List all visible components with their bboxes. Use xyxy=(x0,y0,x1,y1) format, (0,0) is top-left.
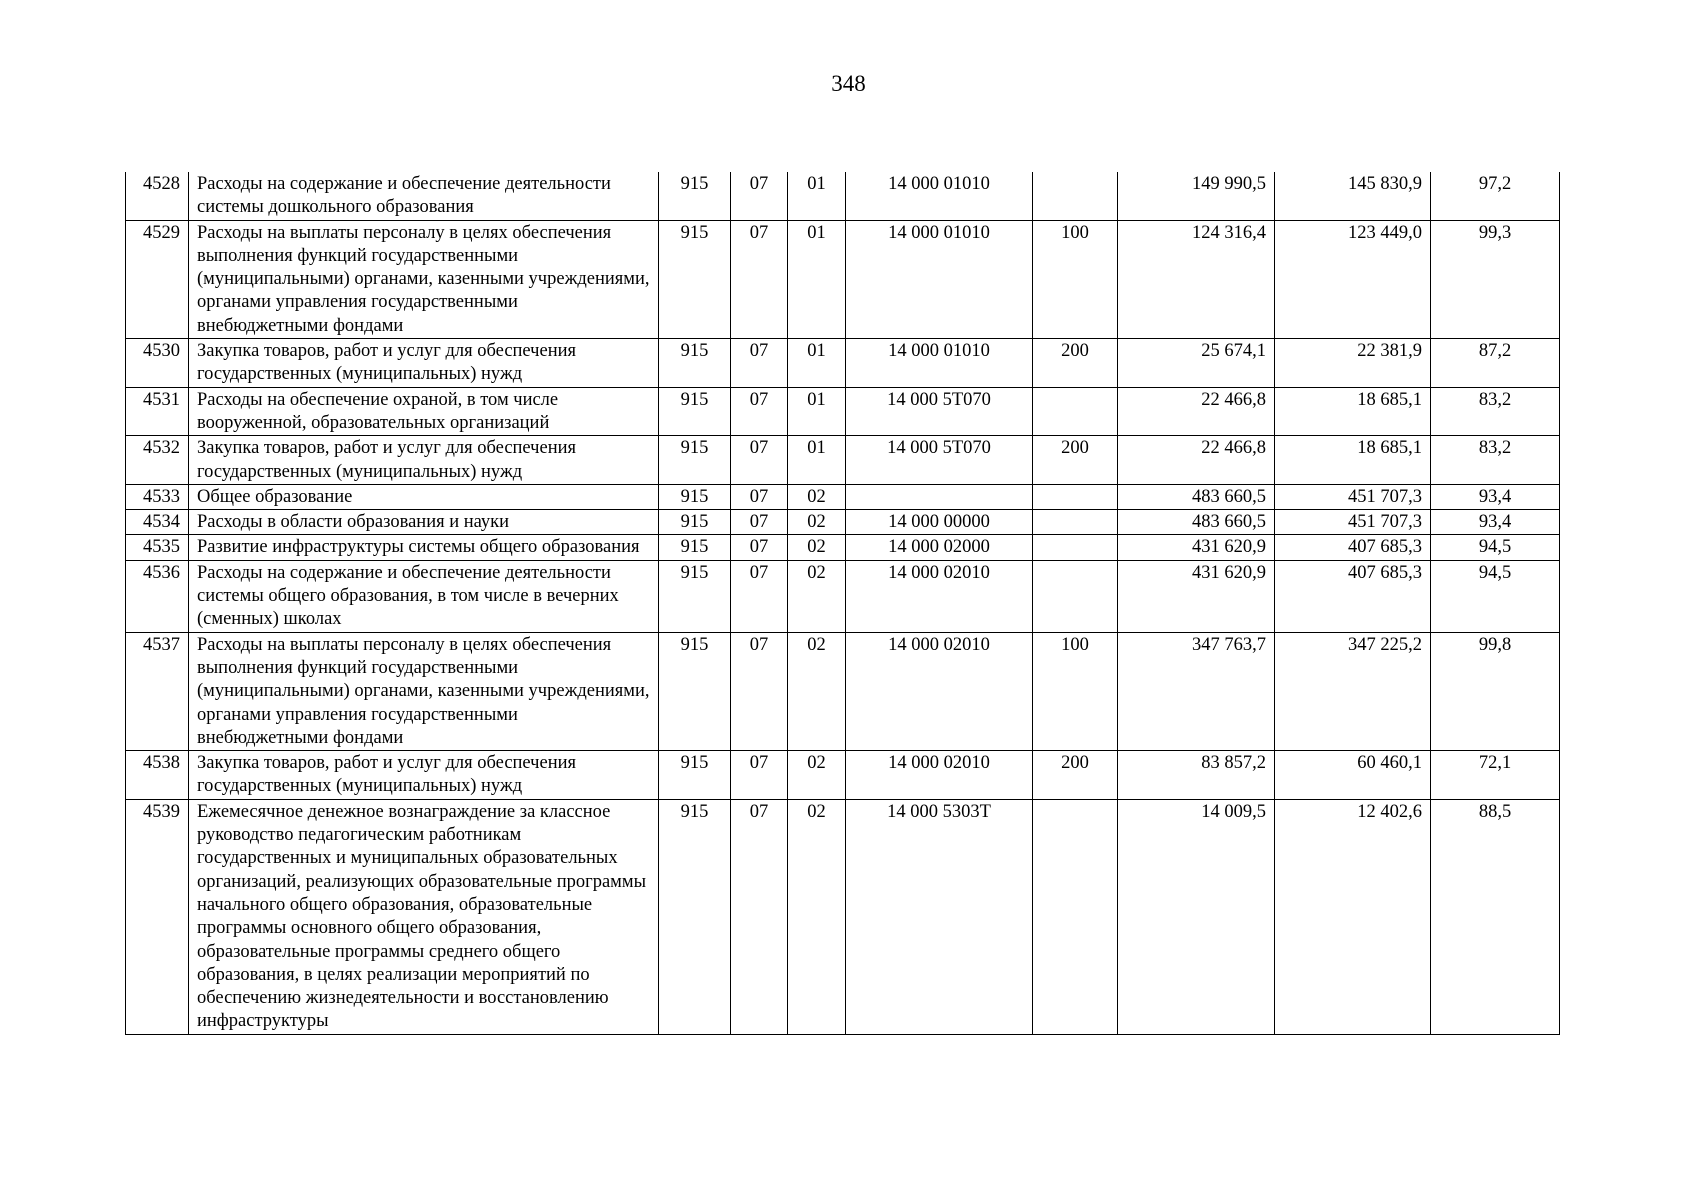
ministry-code-cell: 915 xyxy=(659,172,731,220)
row-number-cell: 4530 xyxy=(126,339,189,388)
planned-amount-cell: 149 990,5 xyxy=(1118,172,1275,220)
row-number-cell: 4531 xyxy=(126,387,189,436)
expense-type-cell xyxy=(1033,387,1118,436)
target-article-cell: 14 000 02010 xyxy=(846,751,1033,800)
expense-type-cell: 200 xyxy=(1033,436,1118,485)
row-name-cell: Расходы на содержание и обеспечение деятельности системы общего образования, в том числе в вечерних (сменных) школах xyxy=(189,560,659,632)
actual-amount-cell: 18 685,1 xyxy=(1275,436,1431,485)
planned-amount-cell: 431 620,9 xyxy=(1118,535,1275,560)
execution-percent-cell: 94,5 xyxy=(1431,535,1560,560)
section-code-cell: 07 xyxy=(731,220,788,338)
actual-amount-cell: 22 381,9 xyxy=(1275,339,1431,388)
expense-type-cell xyxy=(1033,799,1118,1034)
table-row xyxy=(126,751,1560,800)
ministry-code-cell: 915 xyxy=(659,799,731,1034)
table-row xyxy=(126,535,1560,560)
row-number-cell: 4539 xyxy=(126,799,189,1034)
row-number-cell: 4537 xyxy=(126,632,189,750)
planned-amount-cell: 22 466,8 xyxy=(1118,387,1275,436)
ministry-code-cell: 915 xyxy=(659,632,731,750)
row-number-cell: 4534 xyxy=(126,510,189,535)
expense-type-cell: 200 xyxy=(1033,339,1118,388)
table-row xyxy=(126,387,1560,436)
execution-percent-cell: 87,2 xyxy=(1431,339,1560,388)
table-row xyxy=(126,510,1560,535)
expense-type-cell: 100 xyxy=(1033,632,1118,750)
subsection-code-cell: 01 xyxy=(788,339,846,388)
table-row xyxy=(126,484,1560,509)
target-article-cell: 14 000 01010 xyxy=(846,172,1033,220)
subsection-code-cell: 02 xyxy=(788,560,846,632)
table-body xyxy=(126,172,1560,1034)
row-name-cell: Ежемесячное денежное вознаграждение за классное руководство педагогическим работникам государственных и муниципальных образовательных организаций, реализующих образовательные программы начального общего образования, образовательные программы основного общего образования, образовательные программы среднего общего образования, в целях реализации мероприятий по обеспечению жизнедеятельности и восстановлению инфраструктуры xyxy=(189,799,659,1034)
subsection-code-cell: 02 xyxy=(788,799,846,1034)
ministry-code-cell: 915 xyxy=(659,387,731,436)
row-number-cell: 4536 xyxy=(126,560,189,632)
row-name-cell: Расходы в области образования и науки xyxy=(189,510,659,535)
section-code-cell: 07 xyxy=(731,632,788,750)
table-row xyxy=(126,436,1560,485)
execution-percent-cell: 83,2 xyxy=(1431,436,1560,485)
expense-type-cell: 200 xyxy=(1033,751,1118,800)
actual-amount-cell: 451 707,3 xyxy=(1275,510,1431,535)
table-row xyxy=(126,220,1560,338)
actual-amount-cell: 60 460,1 xyxy=(1275,751,1431,800)
execution-percent-cell: 88,5 xyxy=(1431,799,1560,1034)
subsection-code-cell: 02 xyxy=(788,632,846,750)
expense-type-cell xyxy=(1033,510,1118,535)
row-number-cell: 4528 xyxy=(126,172,189,220)
execution-percent-cell: 97,2 xyxy=(1431,172,1560,220)
ministry-code-cell: 915 xyxy=(659,484,731,509)
target-article-cell: 14 000 5303Т xyxy=(846,799,1033,1034)
section-code-cell: 07 xyxy=(731,484,788,509)
section-code-cell: 07 xyxy=(731,535,788,560)
expense-type-cell xyxy=(1033,560,1118,632)
subsection-code-cell: 02 xyxy=(788,484,846,509)
section-code-cell: 07 xyxy=(731,436,788,485)
target-article-cell: 14 000 02000 xyxy=(846,535,1033,560)
actual-amount-cell: 347 225,2 xyxy=(1275,632,1431,750)
section-code-cell: 07 xyxy=(731,799,788,1034)
ministry-code-cell: 915 xyxy=(659,220,731,338)
planned-amount-cell: 483 660,5 xyxy=(1118,484,1275,509)
row-name-cell: Развитие инфраструктуры системы общего образования xyxy=(189,535,659,560)
planned-amount-cell: 14 009,5 xyxy=(1118,799,1275,1034)
subsection-code-cell: 01 xyxy=(788,220,846,338)
table-row xyxy=(126,560,1560,632)
row-name-cell: Закупка товаров, работ и услуг для обеспечения государственных (муниципальных) нужд xyxy=(189,339,659,388)
execution-percent-cell: 93,4 xyxy=(1431,484,1560,509)
table-row xyxy=(126,172,1560,220)
target-article-cell: 14 000 01010 xyxy=(846,220,1033,338)
actual-amount-cell: 145 830,9 xyxy=(1275,172,1431,220)
execution-percent-cell: 99,3 xyxy=(1431,220,1560,338)
row-name-cell: Общее образование xyxy=(189,484,659,509)
row-number-cell: 4538 xyxy=(126,751,189,800)
target-article-cell: 14 000 02010 xyxy=(846,632,1033,750)
planned-amount-cell: 124 316,4 xyxy=(1118,220,1275,338)
execution-percent-cell: 83,2 xyxy=(1431,387,1560,436)
ministry-code-cell: 915 xyxy=(659,510,731,535)
planned-amount-cell: 22 466,8 xyxy=(1118,436,1275,485)
section-code-cell: 07 xyxy=(731,339,788,388)
budget-table xyxy=(125,172,1560,1035)
row-number-cell: 4529 xyxy=(126,220,189,338)
table-row xyxy=(126,339,1560,388)
subsection-code-cell: 02 xyxy=(788,510,846,535)
execution-percent-cell: 94,5 xyxy=(1431,560,1560,632)
execution-percent-cell: 93,4 xyxy=(1431,510,1560,535)
actual-amount-cell: 12 402,6 xyxy=(1275,799,1431,1034)
ministry-code-cell: 915 xyxy=(659,751,731,800)
expense-type-cell xyxy=(1033,484,1118,509)
section-code-cell: 07 xyxy=(731,510,788,535)
subsection-code-cell: 02 xyxy=(788,751,846,800)
ministry-code-cell: 915 xyxy=(659,560,731,632)
target-article-cell: 14 000 02010 xyxy=(846,560,1033,632)
target-article-cell xyxy=(846,484,1033,509)
execution-percent-cell: 72,1 xyxy=(1431,751,1560,800)
section-code-cell: 07 xyxy=(731,751,788,800)
row-number-cell: 4532 xyxy=(126,436,189,485)
planned-amount-cell: 483 660,5 xyxy=(1118,510,1275,535)
target-article-cell: 14 000 5Т070 xyxy=(846,436,1033,485)
planned-amount-cell: 347 763,7 xyxy=(1118,632,1275,750)
subsection-code-cell: 01 xyxy=(788,436,846,485)
expense-type-cell: 100 xyxy=(1033,220,1118,338)
table-row xyxy=(126,632,1560,750)
row-name-cell: Закупка товаров, работ и услуг для обеспечения государственных (муниципальных) нужд xyxy=(189,436,659,485)
actual-amount-cell: 451 707,3 xyxy=(1275,484,1431,509)
ministry-code-cell: 915 xyxy=(659,436,731,485)
table-row xyxy=(126,799,1560,1034)
page-number: 348 xyxy=(831,71,866,96)
target-article-cell: 14 000 01010 xyxy=(846,339,1033,388)
section-code-cell: 07 xyxy=(731,560,788,632)
row-name-cell: Расходы на выплаты персоналу в целях обеспечения выполнения функций государственными (муниципальными) органами, казенными учреждениями, органами управления государственными внебюджетными фондами xyxy=(189,220,659,338)
subsection-code-cell: 02 xyxy=(788,535,846,560)
row-name-cell: Расходы на выплаты персоналу в целях обеспечения выполнения функций государственными (муниципальными) органами, казенными учреждениями, органами управления государственными внебюджетными фондами xyxy=(189,632,659,750)
actual-amount-cell: 407 685,3 xyxy=(1275,535,1431,560)
planned-amount-cell: 83 857,2 xyxy=(1118,751,1275,800)
row-number-cell: 4535 xyxy=(126,535,189,560)
ministry-code-cell: 915 xyxy=(659,535,731,560)
row-name-cell: Закупка товаров, работ и услуг для обеспечения государственных (муниципальных) нужд xyxy=(189,751,659,800)
target-article-cell: 14 000 00000 xyxy=(846,510,1033,535)
row-name-cell: Расходы на содержание и обеспечение деятельности системы дошкольного образования xyxy=(189,172,659,220)
subsection-code-cell: 01 xyxy=(788,172,846,220)
expense-type-cell xyxy=(1033,535,1118,560)
actual-amount-cell: 18 685,1 xyxy=(1275,387,1431,436)
actual-amount-cell: 123 449,0 xyxy=(1275,220,1431,338)
target-article-cell: 14 000 5Т070 xyxy=(846,387,1033,436)
subsection-code-cell: 01 xyxy=(788,387,846,436)
section-code-cell: 07 xyxy=(731,387,788,436)
section-code-cell: 07 xyxy=(731,172,788,220)
ministry-code-cell: 915 xyxy=(659,339,731,388)
expense-type-cell xyxy=(1033,172,1118,220)
execution-percent-cell: 99,8 xyxy=(1431,632,1560,750)
row-number-cell: 4533 xyxy=(126,484,189,509)
planned-amount-cell: 25 674,1 xyxy=(1118,339,1275,388)
planned-amount-cell: 431 620,9 xyxy=(1118,560,1275,632)
row-name-cell: Расходы на обеспечение охраной, в том числе вооруженной, образовательных организаций xyxy=(189,387,659,436)
actual-amount-cell: 407 685,3 xyxy=(1275,560,1431,632)
